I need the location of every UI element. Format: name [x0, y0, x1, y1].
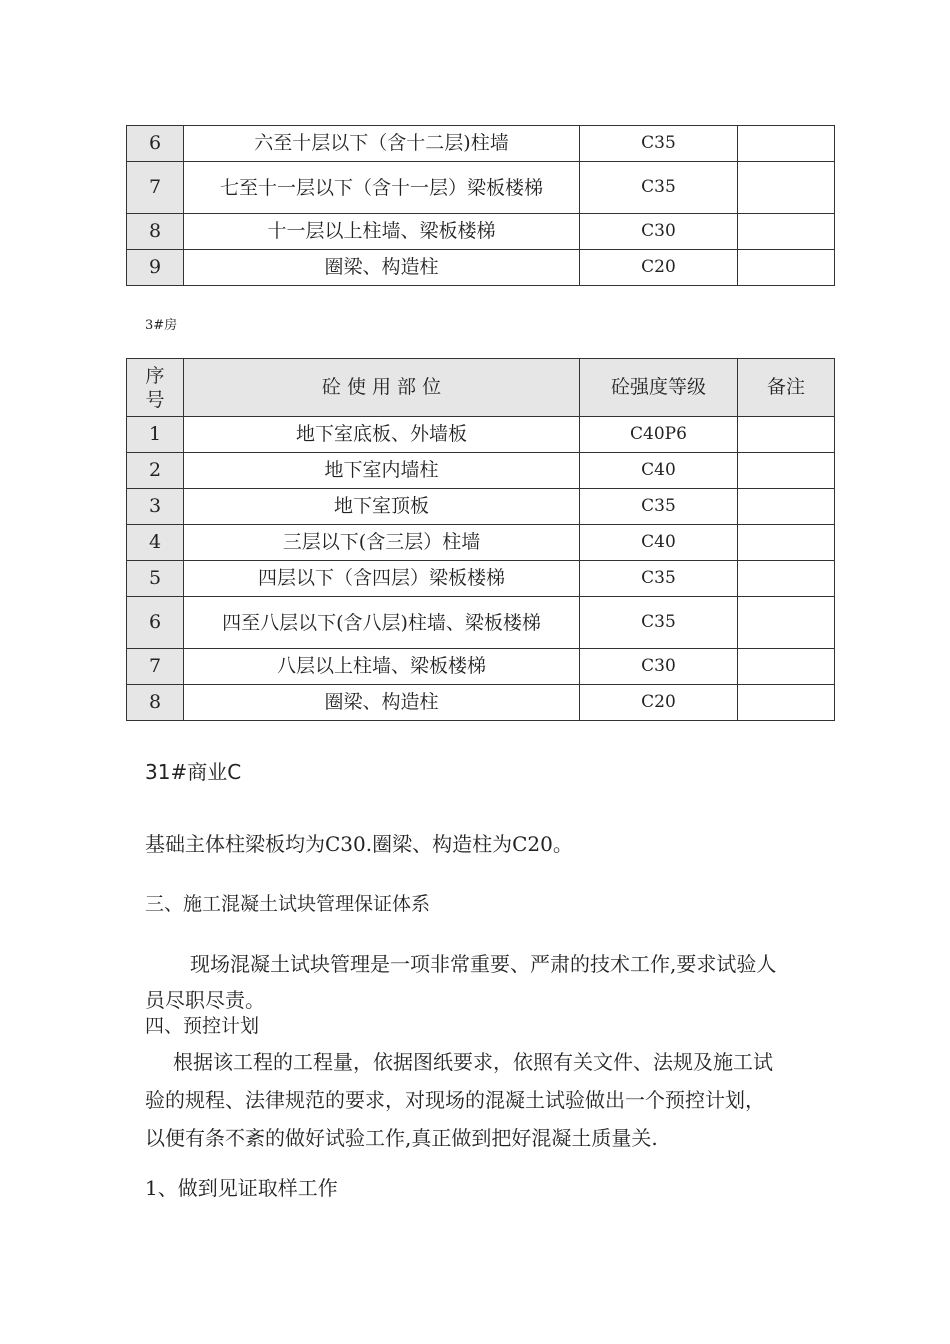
usage-part: 十一层以上柱墙、梁板楼梯: [184, 214, 580, 250]
remark: [738, 561, 835, 597]
strength-table-continued: [126, 125, 835, 286]
table-row: [127, 417, 835, 453]
table-row: [127, 126, 835, 162]
strength-grade: C40: [580, 525, 738, 561]
table-header-row: [127, 359, 835, 417]
usage-part: 地下室底板、外墙板: [184, 417, 580, 453]
paragraph-1-line-2: 员尽职尽责。: [145, 988, 265, 1012]
row-number: 6: [127, 597, 184, 649]
row-number: 2: [127, 453, 184, 489]
item-1-heading: 1、做到见证取样工作: [145, 1176, 338, 1200]
table-row: [127, 561, 835, 597]
commercial-heading: 31#商业C: [145, 760, 242, 784]
row-number: 3: [127, 489, 184, 525]
strength-grade: C35: [580, 162, 738, 214]
strength-grade: C35: [580, 597, 738, 649]
strength-table-building-3: [126, 358, 835, 721]
usage-part: 六至十层以下（含十二层)柱墙: [184, 126, 580, 162]
row-number: 9: [127, 250, 184, 286]
header-strength-grade: 砼强度等级: [580, 359, 738, 417]
table-row: [127, 525, 835, 561]
header-number: 序号: [127, 359, 184, 417]
header-remark: 备注: [738, 359, 835, 417]
strength-grade: C35: [580, 489, 738, 525]
remark: [738, 250, 835, 286]
remark: [738, 597, 835, 649]
strength-grade: C30: [580, 214, 738, 250]
row-number: 6: [127, 126, 184, 162]
table-row: [127, 685, 835, 721]
paragraph-2-line-3: 以便有条不紊的做好试验工作,真正做到把好混凝土质量关.: [145, 1126, 658, 1150]
section-4-heading: 四、预控计划: [145, 1015, 260, 1037]
remark: [738, 417, 835, 453]
row-number: 7: [127, 649, 184, 685]
usage-part: 圈梁、构造柱: [184, 250, 580, 286]
strength-grade: C35: [580, 126, 738, 162]
usage-part: 四至八层以下(含八层)柱墙、梁板楼梯: [184, 597, 580, 649]
remark: [738, 453, 835, 489]
foundation-text: 基础主体柱梁板均为C30.圈梁、构造柱为C20。: [145, 832, 573, 856]
row-number: 8: [127, 685, 184, 721]
usage-part: 四层以下（含四层）梁板楼梯: [184, 561, 580, 597]
table-row: [127, 649, 835, 685]
remark: [738, 162, 835, 214]
paragraph-2-line-2: 验的规程、法律规范的要求，对现场的混凝土试验做出一个预控计划，: [145, 1088, 765, 1112]
remark: [738, 214, 835, 250]
section-3-heading: 三、施工混凝土试块管理保证体系: [145, 893, 431, 915]
usage-part: 七至十一层以下（含十一层）梁板楼梯: [184, 162, 580, 214]
paragraph-2-line-1: 根据该工程的工程量，依据图纸要求，依照有关文件、法规及施工试: [173, 1050, 773, 1074]
remark: [738, 489, 835, 525]
usage-part: 地下室顶板: [184, 489, 580, 525]
table-row: [127, 597, 835, 649]
remark: [738, 525, 835, 561]
row-number: 8: [127, 214, 184, 250]
table-row: [127, 250, 835, 286]
row-number: 7: [127, 162, 184, 214]
strength-grade: C20: [580, 250, 738, 286]
strength-grade: C30: [580, 649, 738, 685]
usage-part: 地下室内墙柱: [184, 453, 580, 489]
header-usage-part: 砼 使 用 部 位: [184, 359, 580, 417]
table-row: [127, 214, 835, 250]
strength-grade: C20: [580, 685, 738, 721]
table-row: [127, 489, 835, 525]
table-row: [127, 453, 835, 489]
row-number: 4: [127, 525, 184, 561]
usage-part: 圈梁、构造柱: [184, 685, 580, 721]
strength-grade: C40P6: [580, 417, 738, 453]
remark: [738, 126, 835, 162]
table-row: [127, 162, 835, 214]
remark: [738, 685, 835, 721]
row-number: 1: [127, 417, 184, 453]
paragraph-1-line-1: 现场混凝土试块管理是一项非常重要、严肃的技术工作,要求试验人: [190, 952, 777, 976]
remark: [738, 649, 835, 685]
usage-part: 三层以下(含三层）柱墙: [184, 525, 580, 561]
building-3-label: 3#房: [145, 318, 178, 333]
strength-grade: C40: [580, 453, 738, 489]
row-number: 5: [127, 561, 184, 597]
usage-part: 八层以上柱墙、梁板楼梯: [184, 649, 580, 685]
strength-grade: C35: [580, 561, 738, 597]
